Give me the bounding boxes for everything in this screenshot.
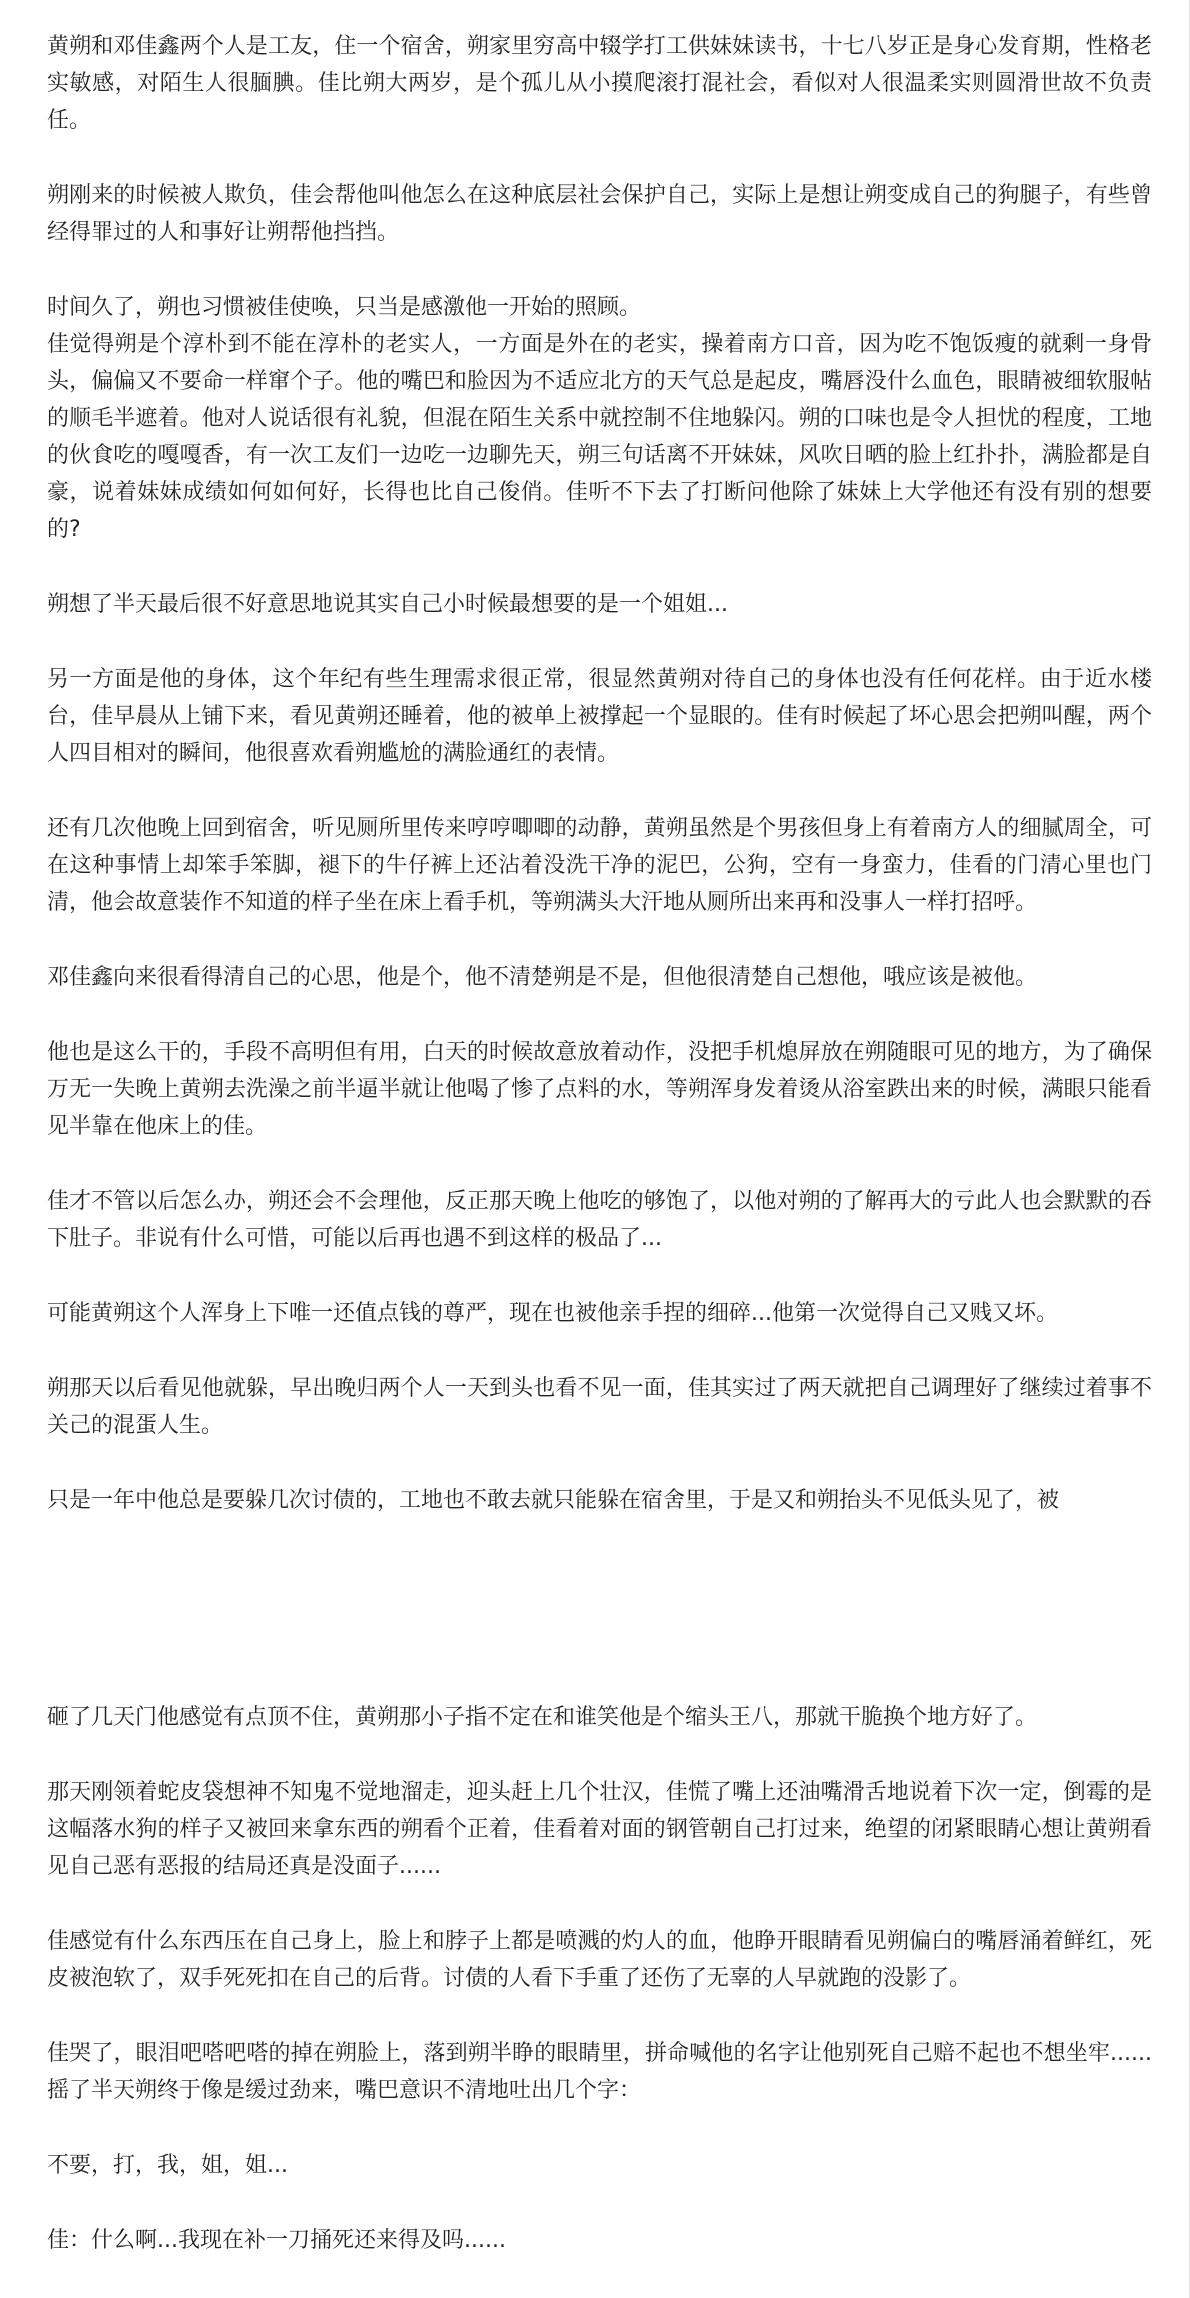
paragraph-avoid: 朔那天以后看见他就躲，早出晚归两个人一天到头也看不见一面，佳其实过了两天就把自己调理好了继续过着事不关己的混蛋人生。 (47, 1376, 1152, 1438)
paragraph-sister: 朔想了半天最后很不好意思地说其实自己小时候最想要的是一个姐姐... (47, 592, 728, 617)
paragraph-debt: 只是一年中他总是要躲几次讨债的，工地也不敢去就只能躲在宿舍里，于是又和朔抬头不见低头见了，被 (47, 1488, 1060, 1513)
paragraph-plan: 他也是这么干的，手段不高明但有用，白天的时候故意放着动作，没把手机熄屏放在朔随眼可见的地方，为了确保万无一失晚上黄朔去洗澡之前半逼半就让他喝了惨了点料的水，等朔浑身发着烫从浴室跌出来的时候，满眼只能看见半靠在他床上的佳。 (47, 1040, 1152, 1139)
paragraph-ending: 佳：什么啊...我现在补一刀捅死还来得及吗...... (47, 2228, 506, 2253)
paragraph-honest: 佳觉得朔是个淳朴到不能在淳朴的老实人，一方面是外在的老实，操着南方口音，因为吃不饱饭瘦的就剩一身骨头，偏偏又不要命一样窜个子。他的嘴巴和脸因为不适应北方的天气总是起皮，嘴唇没什么血色，眼睛被细软服帖的顺毛半遮着。他对人说话很有礼貌，但混在陌生关系中就控制不住地躲闪。朔的口味也是令人担忧的程度，工地的伙食吃的嘎嘎香，有一次工友们一边吃一边聊先天，朔三句话离不开妹妹，风吹日晒的脸上红扑扑，满脸都是自豪，说着妹妹成绩如何如何好，长得也比自己俊俏。佳听不下去了打断问他除了妹妹上大学他还有没有别的想要的? (47, 332, 1152, 542)
paragraph-escape: 那天刚领着蛇皮袋想神不知鬼不觉地溜走，迎头赶上几个壮汉，佳慌了嘴上还油嘴滑舌地说着下次一定，倒霉的是这幅落水狗的样子又被回来拿东西的朔看个正着，佳看着对面的钢管朝自己打过来，绝望的闭紧眼睛心想让黄朔看见自己恶有恶报的结局还真是没面子...... (47, 1780, 1152, 1879)
paragraph-cry: 佳哭了，眼泪吧嗒吧嗒的掉在朔脸上，落到朔半睁的眼睛里，拼命喊他的名字让他别死自己赔不起也不想坐牢......摇了半天朔终于像是缓过劲来，嘴巴意识不清地吐出几个字： (47, 2041, 1152, 2103)
paragraph-intro: 黄朔和邓佳鑫两个人是工友，住一个宿舍，朔家里穷高中辍学打工供妹妹读书，十七八岁正是身心发育期，性格老实敏感，对陌生人很腼腆。佳比朔大两岁，是个孤儿从小摸爬滚打混社会，看似对人很温柔实则圆滑世故不负责任。 (47, 34, 1152, 133)
paragraph-blood: 佳感觉有什么东西压在自己身上，脸上和脖子上都是喷溅的灼人的血，他睁开眼睛看见朔偏白的嘴唇涌着鲜红，死皮被泡软了，双手死死扣在自己的后背。讨债的人看下手重了还伤了无辜的人早就跑的没影了。 (47, 1929, 1152, 1991)
article-body (47, 28, 1152, 2259)
paragraph-door: 砸了几天门他感觉有点顶不住，黄朔那小子指不定在和谁笑他是个缩头王八，那就干脆换个地方好了。 (47, 1705, 1038, 1730)
paragraph-thoughts: 邓佳鑫向来很看得清自己的心思，他是个，他不清楚朔是不是，但他很清楚自己想他，哦应该是被他。 (47, 965, 1038, 990)
paragraph-time: 时间久了，朔也习惯被佳使唤，只当是感激他一开始的照顾。 (47, 295, 642, 320)
paragraph-body: 另一方面是他的身体，这个年纪有些生理需求很正常，很显然黄朔对待自己的身体也没有任何花样。由于近水楼台，佳早晨从上铺下来，看见黄朔还睡着，他的被单上被撑起一个显眼的。佳有时候起了坏心思会把朔叫醒，两个人四目相对的瞬间，他很喜欢看朔尴尬的满脸通红的表情。 (47, 667, 1152, 766)
paragraph-bullied: 朔刚来的时候被人欺负，佳会帮他叫他怎么在这种底层社会保护自己，实际上是想让朔变成自己的狗腿子，有些曾经得罪过的人和事好让朔帮他挡挡。 (47, 183, 1152, 245)
paragraph-words: 不要，打，我，姐，姐... (47, 2153, 288, 2178)
paragraph-after: 佳才不管以后怎么办，朔还会不会理他，反正那天晚上他吃的够饱了，以他对朔的了解再大的亏此人也会默默的吞下肚子。非说有什么可惜，可能以后再也遇不到这样的极品了... (47, 1189, 1152, 1251)
blank-gap (47, 1519, 1152, 1699)
paragraph-dorm: 还有几次他晚上回到宿舍，听见厕所里传来哼哼唧唧的动静，黄朔虽然是个男孩但身上有着南方人的细腻周全，可在这种事情上却笨手笨脚，褪下的牛仔裤上还沾着没洗干净的泥巴，公狗，空有一身蛮力，佳看的门清心里也门清，他会故意装作不知道的样子坐在床上看手机，等朔满头大汗地从厕所出来再和没事人一样打招呼。 (47, 816, 1152, 915)
paragraph-dignity: 可能黄朔这个人浑身上下唯一还值点钱的尊严，现在也被他亲手捏的细碎...他第一次觉得自己又贱又坏。 (47, 1301, 1058, 1326)
